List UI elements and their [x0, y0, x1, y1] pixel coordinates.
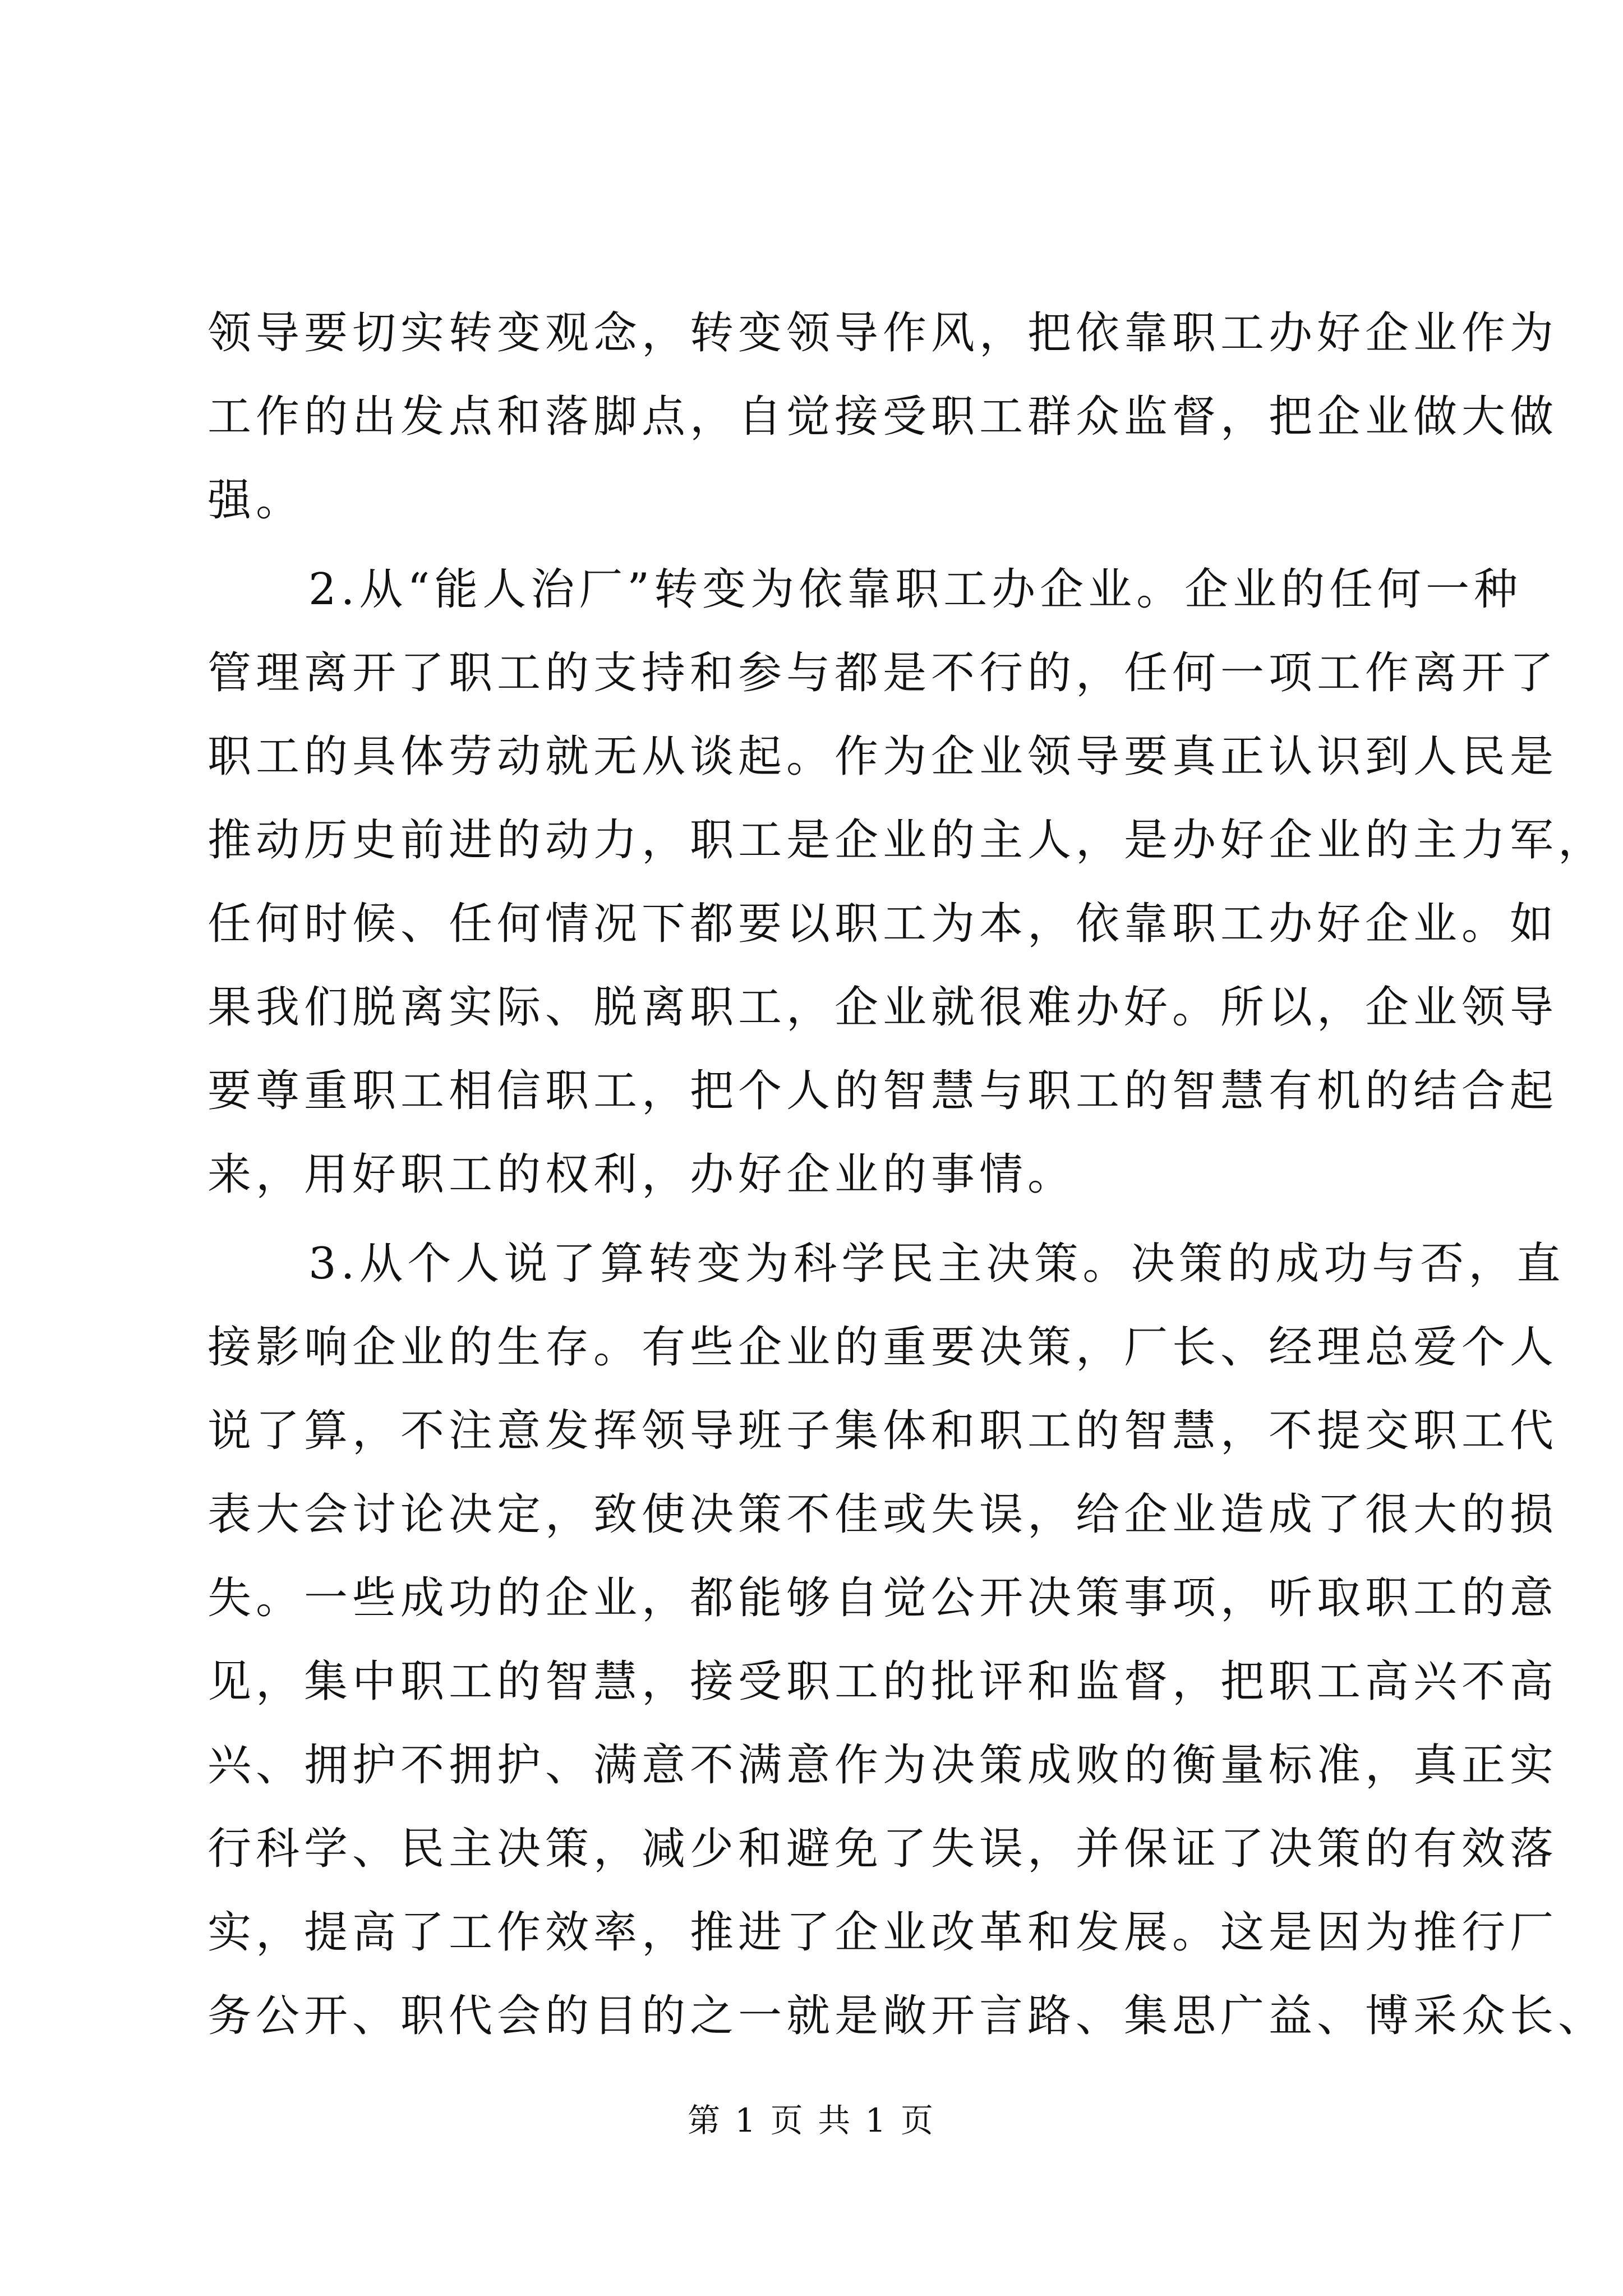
page-number-footer: 第 1 页 共 1 页	[688, 2101, 935, 2139]
text-line: 行科学、民主决策，减少和避免了失误，并保证了决策的有效落	[208, 1824, 1559, 1874]
paragraph-first-line: 2.从“能人治厂”转变为依靠职工办企业。企业的任何一种	[308, 564, 1523, 615]
text-line: 果我们脱离实际、脱离职工，企业就很难办好。所以，企业领导	[208, 982, 1559, 1033]
text-line: 要尊重职工相信职工，把个人的智慧与职工的智慧有机的结合起	[208, 1066, 1559, 1116]
text-line: 见，集中职工的智慧，接受职工的批评和监督，把职工高兴不高	[208, 1657, 1559, 1707]
text-line: 务公开、职代会的目的之一就是敞开言路、集思广益、博采众长、	[208, 1991, 1607, 2041]
text-line: 表大会讨论决定，致使决策不佳或失误，给企业造成了很大的损	[208, 1489, 1559, 1540]
text-line: 强。	[208, 475, 305, 526]
text-line: 失。一些成功的企业，都能够自觉公开决策事项，听取职工的意	[208, 1573, 1559, 1623]
paragraph-first-line: 3.从个人说了算转变为科学民主决策。决策的成功与否，直	[308, 1239, 1565, 1289]
text-line: 来，用好职工的权利，办好企业的事情。	[208, 1149, 1076, 1200]
text-line: 管理离开了职工的支持和参与都是不行的，任何一项工作离开了	[208, 648, 1559, 698]
text-line: 接影响企业的生存。有些企业的重要决策，厂长、经理总爱个人	[208, 1322, 1559, 1373]
document-body	[208, 292, 1607, 2058]
text-line: 说了算，不注意发挥领导班子集体和职工的智慧，不提交职工代	[208, 1406, 1559, 1456]
text-line: 实，提高了工作效率，推进了企业改革和发展。这是因为推行厂	[208, 1907, 1559, 1958]
text-line: 职工的具体劳动就无从谈起。作为企业领导要真正认识到人民是	[208, 731, 1559, 782]
text-line: 兴、拥护不拥护、满意不满意作为决策成败的衡量标准，真正实	[208, 1740, 1559, 1791]
text-line: 任何时候、任何情况下都要以职工为本，依靠职工办好企业。如	[208, 899, 1559, 949]
text-line: 推动历史前进的动力，职工是企业的主人，是办好企业的主力军，	[208, 815, 1607, 866]
text-line: 领导要切实转变观念，转变领导作风，把依靠职工办好企业作为	[208, 308, 1559, 358]
text-line: 工作的出发点和落脚点，自觉接受职工群众监督，把企业做大做	[208, 392, 1559, 442]
